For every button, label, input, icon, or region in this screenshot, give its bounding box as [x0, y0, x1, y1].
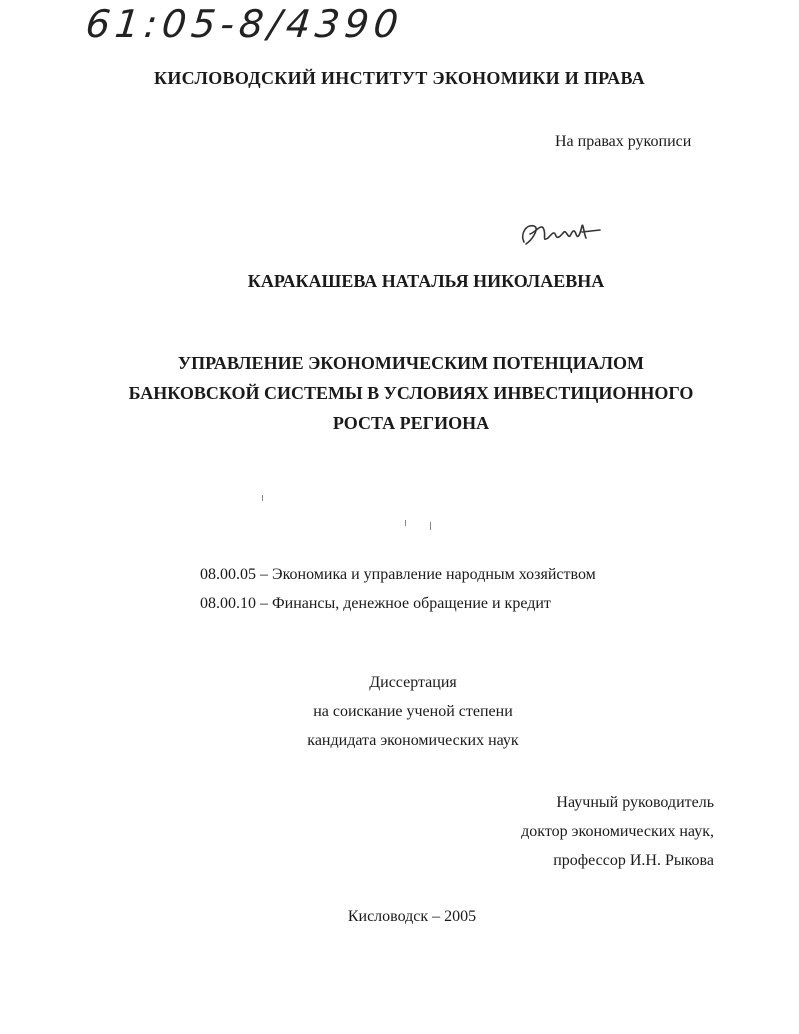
title-line: РОСТА РЕГИОНА — [332, 413, 490, 433]
dissertation-title — [0, 348, 799, 438]
degree-line: Диссертация — [369, 674, 457, 691]
title-line: БАНКОВСКОЙ СИСТЕМЫ В УСЛОВИЯХ ИНВЕСТИЦИОННОГО — [128, 383, 694, 403]
institute-name: КИСЛОВОДСКИЙ ИНСТИТУТ ЭКОНОМИКИ И ПРАВА — [154, 68, 645, 88]
scan-artifact — [430, 522, 431, 530]
degree-line: на соискание ученой степени — [313, 703, 513, 720]
handwritten-catalog-code: 61:05-8/4390 — [83, 2, 406, 46]
author-name: КАРАКАШЕВА НАТАЛЬЯ НИКОЛАЕВНА — [247, 271, 605, 291]
specialty-codes — [200, 560, 596, 618]
specialty-line: 08.00.10 – Финансы, денежное обращение и кредит — [200, 595, 551, 612]
manuscript-rights-note: На правах рукописи — [555, 133, 692, 150]
degree-line: кандидата экономических наук — [307, 732, 519, 749]
title-line: УПРАВЛЕНИЕ ЭКОНОМИЧЕСКИМ ПОТЕНЦИАЛОМ — [177, 353, 645, 373]
degree-statement — [0, 668, 799, 755]
signature-icon — [516, 212, 606, 252]
scan-artifact — [262, 495, 263, 501]
supervisor-line: Научный руководитель — [556, 794, 714, 811]
supervisor-line: доктор экономических наук, — [521, 823, 714, 840]
supervisor-block — [521, 788, 714, 875]
city-year: Кисловодск – 2005 — [347, 908, 477, 925]
scan-artifact — [405, 520, 406, 526]
specialty-line: 08.00.05 – Экономика и управление народным хозяйством — [200, 566, 596, 583]
supervisor-line: профессор И.Н. Рыкова — [553, 852, 714, 869]
